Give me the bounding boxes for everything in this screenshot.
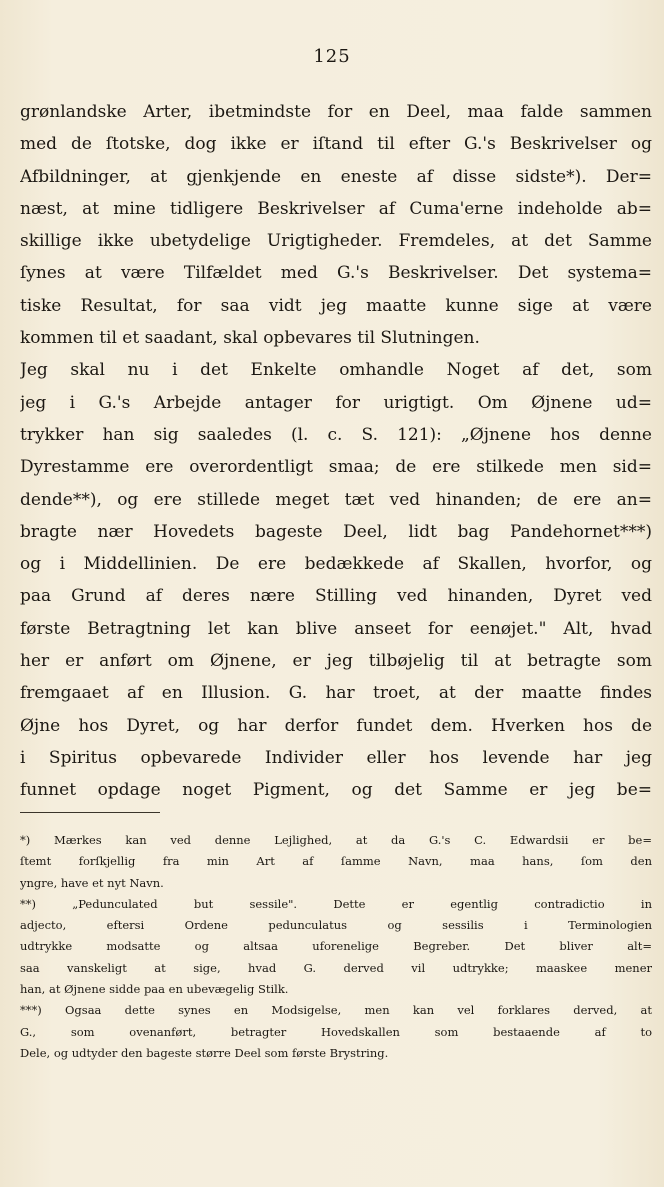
text-line: første Betragtning let kan blive anseet for eenøjet." Alt, hvad [20, 618, 652, 639]
text-line: trykker han sig saaledes (l. c. S. 121): „Øjnene hos denne [20, 424, 652, 445]
text-line: kommen til et saadant, skal opbevares til Slutningen. [20, 328, 480, 349]
footnote-line: **) „Pedunculated but sessile". Dette er egentlig contradictio in [20, 896, 652, 911]
text-line: med de ſtotske, dog ikke er iſtand til efter G.'s Beskrivelser og [20, 134, 652, 155]
text-line: bragte nær Hovedets bageste Deel, lidt bag Pandehornet***) [20, 521, 652, 542]
text-line: og i Middellinien. De ere bedækkede af Skallen, hvorfor, og [20, 554, 652, 575]
text-line: Dyrestamme ere overordentligt smaa; de ere stilkede men sid= [20, 457, 652, 478]
text-line: Jeg skal nu i det Enkelte omhandle Noget af det, som [20, 360, 652, 381]
text-line: Øjne hos Dyret, og har derfor fundet dem. Hverken hos de [20, 715, 652, 736]
main-text-block [20, 96, 652, 807]
footnote-line: yngre, have et nyt Navn. [20, 875, 164, 890]
footnote-divider [20, 812, 160, 813]
text-line: Afbildninger, at gjenkjende en eneste af disse sidste*). Der= [20, 166, 652, 187]
footnotes-block [20, 830, 652, 1064]
footnote-line: han, at Øjnene sidde paa en ubevægelig Stilk. [20, 982, 289, 997]
footnote-line: udtrykke modsatte og altsaa uforenelige Begreber. Det bliver alt= [20, 939, 652, 954]
text-line: funnet opdage noget Pigment, og det Samme er jeg be= [20, 780, 652, 801]
footnote-line: *) Mærkes kan ved denne Lejlighed, at da G.'s C. Edwardsii er be= [20, 833, 652, 847]
footnote-line: G., som ovenanført, betragter Hovedskallen som bestaaende af to [20, 1024, 652, 1039]
text-line: ſynes at være Tilfældet med G.'s Beskrivelser. Det systema= [20, 263, 652, 284]
footnote-line: saa vanskeligt at sige, hvad G. derved vil udtrykke; maaskee mener [20, 960, 652, 975]
text-line: skillige ikke ubetydelige Urigtigheder. Fremdeles, at det Samme [20, 231, 652, 252]
text-line: grønlandske Arter, ibetmindste for en Deel, maa falde sammen [20, 102, 652, 122]
text-line: her er anført om Øjnene, er jeg tilbøjelig til at betragte som [20, 651, 652, 672]
footnote-line: ſtemt forſkjellig fra min Art af ſamme Navn, maa hans, ſom den [20, 854, 652, 869]
text-line: tiske Resultat, for saa vidt jeg maatte kunne sige at være [20, 295, 652, 316]
text-line: i Spiritus opbevarede Individer eller hos levende har jeg [20, 747, 652, 768]
text-line: jeg i G.'s Arbejde antager for urigtigt. Om Øjnene ud= [20, 392, 652, 413]
page-number: 125 [313, 46, 351, 67]
footnote-line: Dele, og udtyder den bageste større Deel som første Brystring. [20, 1045, 389, 1060]
text-line: dende**), og ere stillede meget tæt ved hinanden; de ere an= [20, 489, 652, 510]
footnote-line: adjecto, eftersi Ordene pedunculatus og sessilis i Terminologien [20, 918, 652, 933]
text-line: paa Grund af deres nære Stilling ved hinanden, Dyret ved [20, 586, 652, 607]
footnote-line: ***) Ogsaa dette synes en Modsigelse, men kan vel forklares derved, at [20, 1003, 652, 1018]
text-line: næst, at mine tidligere Beskrivelser af Cuma'erne indeholde ab= [20, 198, 652, 219]
text-line: fremgaaet af en Illusion. G. har troet, at der maatte findes [20, 683, 652, 704]
